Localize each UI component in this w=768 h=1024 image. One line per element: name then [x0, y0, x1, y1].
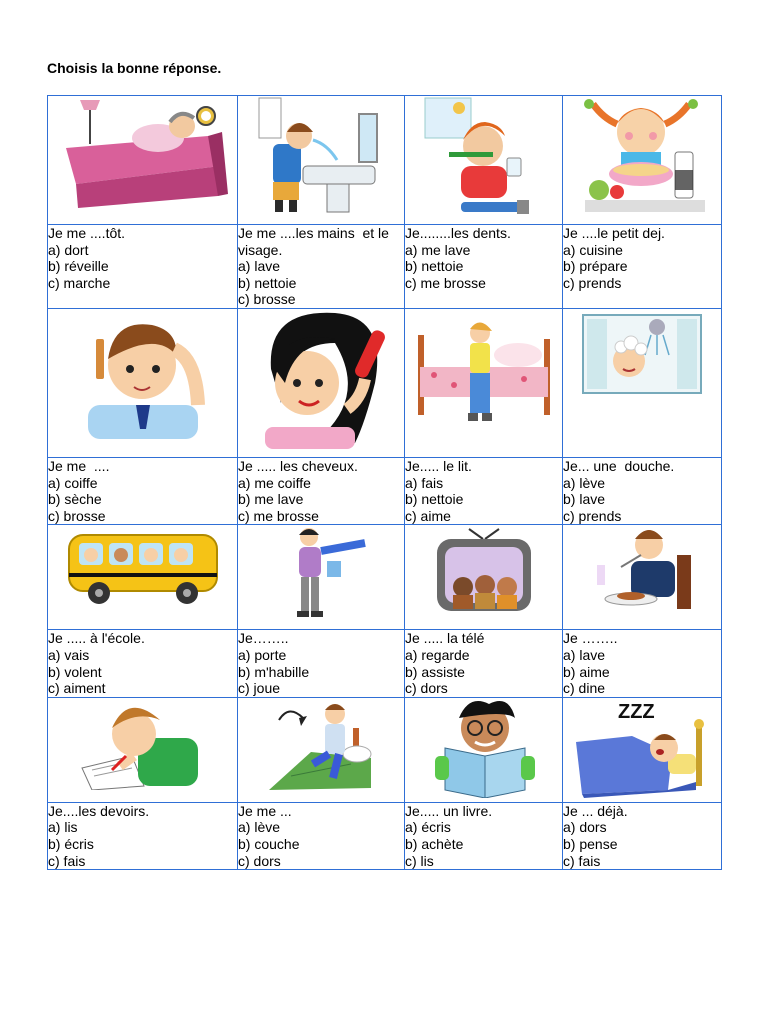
- option-b[interactable]: b) pense: [563, 835, 618, 852]
- making-bed-illustration: [414, 309, 554, 429]
- question-cell: [48, 630, 238, 697]
- picture-cell: [405, 697, 563, 802]
- option-c[interactable]: c) aime: [405, 507, 451, 524]
- school-bus-illustration: [63, 525, 223, 611]
- option-b[interactable]: b) sèche: [48, 491, 102, 508]
- picture-cell: [405, 525, 563, 630]
- watching-tv-illustration: [429, 525, 539, 615]
- option-b[interactable]: b) assiste: [405, 663, 465, 680]
- question-text: Je me ....tôt.: [48, 225, 126, 241]
- sleeping-illustration: [572, 698, 712, 798]
- question-text: Je ..... à l'école.: [48, 630, 145, 647]
- option-c[interactable]: c) fais: [48, 852, 86, 869]
- question-text: Je... une douche.: [563, 457, 675, 474]
- option-a[interactable]: a) écris: [405, 819, 451, 836]
- reading-book-illustration: [429, 698, 539, 798]
- question-text: Je..... un livre.: [405, 802, 493, 819]
- picture-cell: [48, 697, 238, 802]
- option-c[interactable]: c) dors: [238, 852, 281, 869]
- question-text: Je ……..: [563, 630, 618, 647]
- option-a[interactable]: a) lève: [238, 819, 281, 836]
- brushing-teeth-illustration: [419, 96, 549, 214]
- option-b[interactable]: b) couche: [238, 835, 300, 852]
- option-a[interactable]: a) dort: [48, 241, 89, 258]
- option-b[interactable]: b) volent: [48, 663, 102, 680]
- option-c[interactable]: c) joue: [238, 680, 281, 697]
- question-cell: [48, 802, 238, 869]
- question-cell: [563, 630, 722, 697]
- option-c[interactable]: c) dors: [405, 680, 448, 697]
- picture-cell: [405, 308, 563, 457]
- option-b[interactable]: b) nettoie: [405, 258, 464, 275]
- question-cell: [238, 630, 405, 697]
- question-cell: [238, 457, 405, 524]
- option-b[interactable]: b) me lave: [238, 491, 304, 508]
- option-a[interactable]: a) lis: [48, 819, 78, 836]
- option-c[interactable]: c) fais: [563, 852, 601, 869]
- option-b[interactable]: b) prépare: [563, 258, 628, 275]
- question-text: Je..... le lit.: [405, 457, 472, 474]
- question-text: Je……..: [238, 630, 289, 647]
- picture-cell: [48, 96, 238, 225]
- waking-up-illustration: [58, 96, 228, 214]
- option-c[interactable]: c) lis: [405, 852, 434, 869]
- option-a[interactable]: a) porte: [238, 646, 287, 663]
- option-a[interactable]: a) lave: [238, 258, 281, 275]
- option-b[interactable]: b) m'habille: [238, 663, 310, 680]
- combing-hair-illustration: [78, 309, 208, 439]
- washing-face-illustration: [251, 96, 391, 214]
- question-text: Je ....le petit dej.: [563, 225, 665, 241]
- option-a[interactable]: a) fais: [405, 474, 444, 491]
- question-cell: [405, 457, 563, 524]
- question-cell: [405, 225, 563, 309]
- worksheet-title: Choisis la bonne réponse.: [47, 60, 222, 76]
- option-c[interactable]: c) prends: [563, 274, 622, 291]
- option-a[interactable]: a) cuisine: [563, 241, 623, 258]
- question-text: Je........les dents.: [405, 225, 511, 241]
- picture-cell: [238, 308, 405, 457]
- homework-illustration: [78, 698, 208, 790]
- question-cell: [405, 630, 563, 697]
- question-cell: [238, 802, 405, 869]
- question-cell: [405, 802, 563, 869]
- option-c[interactable]: c) prends: [563, 507, 622, 524]
- option-b[interactable]: b) aime: [563, 663, 610, 680]
- question-text: Je....les devoirs.: [48, 802, 150, 819]
- exercise-grid: [47, 95, 722, 870]
- sleeping-sound-text: ZZZ: [618, 700, 655, 723]
- option-c[interactable]: c) brosse: [48, 507, 106, 524]
- option-c[interactable]: c) me brosse: [405, 274, 486, 291]
- option-c[interactable]: c) dine: [563, 680, 606, 697]
- option-c[interactable]: c) aiment: [48, 680, 106, 697]
- option-a[interactable]: a) lève: [563, 474, 606, 491]
- option-a[interactable]: a) me lave: [405, 241, 471, 258]
- picture-cell: [238, 96, 405, 225]
- picture-cell: [238, 525, 405, 630]
- option-b[interactable]: b) réveille: [48, 258, 109, 275]
- picture-cell: [563, 308, 722, 457]
- getting-dressed-illustration: [271, 525, 371, 625]
- breakfast-illustration: [577, 96, 707, 214]
- option-b[interactable]: b) écris: [48, 835, 94, 852]
- option-b[interactable]: b) nettoie: [405, 491, 464, 508]
- question-text: Je me ....: [48, 457, 110, 474]
- going-to-bed-illustration: [261, 698, 381, 794]
- picture-cell: [48, 308, 238, 457]
- picture-cell: [238, 697, 405, 802]
- option-a[interactable]: a) vais: [48, 646, 90, 663]
- picture-cell: [405, 96, 563, 225]
- question-cell: [48, 225, 238, 309]
- question-text: Je me ...: [238, 802, 292, 819]
- option-c[interactable]: c) me brosse: [238, 507, 319, 524]
- option-a[interactable]: a) lave: [563, 646, 606, 663]
- option-a[interactable]: a) dors: [563, 819, 607, 836]
- question-cell: [563, 225, 722, 309]
- question-cell: [563, 457, 722, 524]
- question-text: Je ..... les cheveux.: [238, 457, 358, 474]
- dining-illustration: [587, 525, 697, 615]
- brushing-hair-illustration: [251, 309, 391, 449]
- picture-cell: [563, 96, 722, 225]
- question-cell: [48, 457, 238, 524]
- option-b[interactable]: b) lave: [563, 491, 606, 508]
- option-b[interactable]: b) achète: [405, 835, 464, 852]
- shower-illustration: [577, 309, 707, 399]
- picture-cell: [563, 697, 722, 802]
- option-a[interactable]: a) coiffe: [48, 474, 98, 491]
- option-a[interactable]: a) me coiffe: [238, 474, 311, 491]
- picture-cell: [563, 525, 722, 630]
- question-cell: [563, 802, 722, 869]
- question-cell: [238, 225, 405, 309]
- option-c[interactable]: c) brosse: [238, 291, 296, 308]
- question-text: Je me ....les mains et le visage.: [238, 225, 393, 258]
- question-text: Je ... déjà.: [563, 802, 628, 819]
- option-b[interactable]: b) nettoie: [238, 274, 297, 291]
- question-text: Je ..... la télé: [405, 630, 485, 647]
- option-c[interactable]: c) marche: [48, 274, 111, 291]
- option-a[interactable]: a) regarde: [405, 646, 470, 663]
- picture-cell: [48, 525, 238, 630]
